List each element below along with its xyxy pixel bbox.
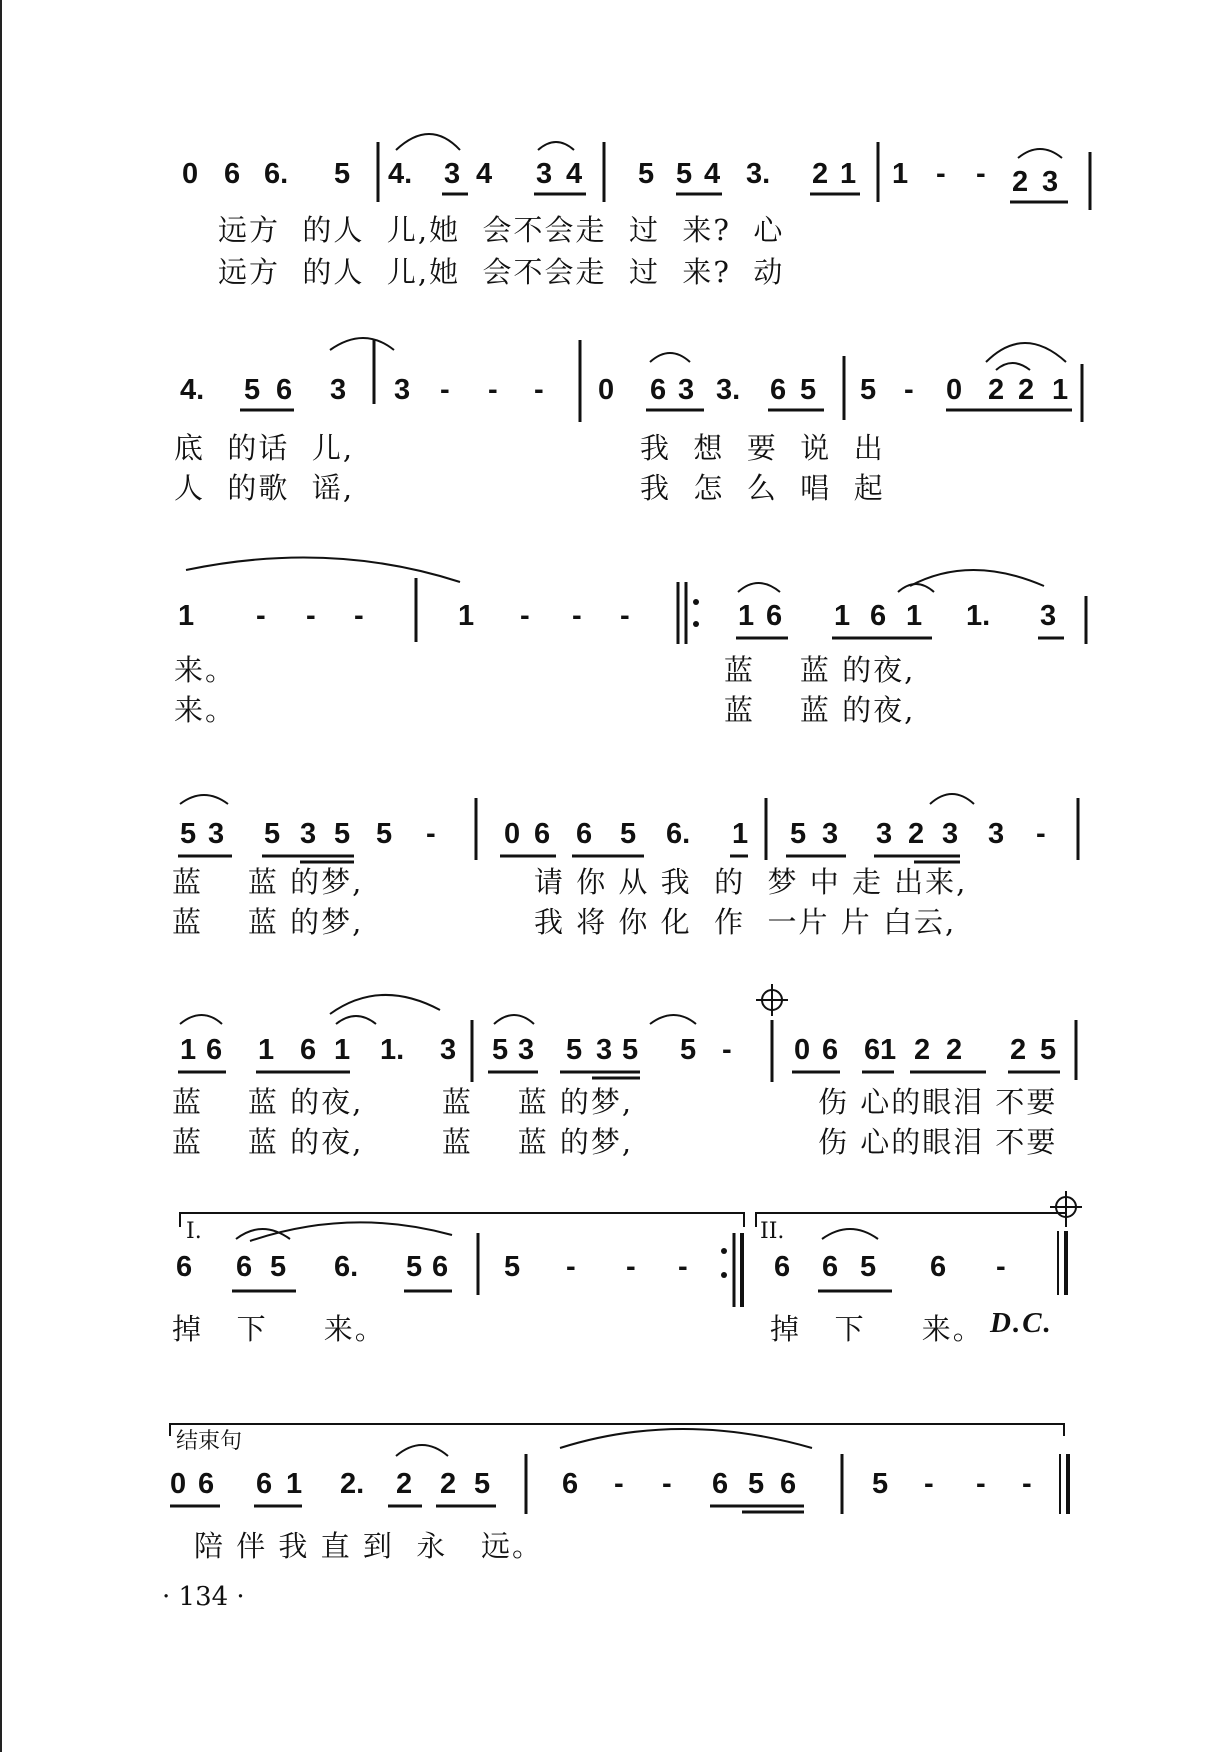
note: 6: [774, 1251, 791, 1283]
note: 1: [834, 600, 851, 632]
lyrics-verse-2: 来。 蓝 蓝 的夜,: [174, 693, 916, 727]
note: 3: [822, 818, 839, 850]
page-number: · 134 ·: [162, 1582, 245, 1612]
note: -: [1022, 1468, 1032, 1500]
note: 5: [790, 818, 807, 850]
lyrics-verse-2: 蓝 蓝 的夜, 蓝 蓝 的梦, 伤 心的眼泪 不要: [172, 1125, 1058, 1159]
note: 3: [876, 818, 893, 850]
note: 6: [766, 600, 783, 632]
note: 6: [870, 600, 887, 632]
note: 5: [264, 818, 281, 850]
lyrics-verse-1: 来。 蓝 蓝 的夜,: [174, 653, 916, 687]
note: 2: [1012, 166, 1029, 198]
note: 6: [176, 1251, 193, 1283]
dc-marking: D.C.: [990, 1307, 1053, 1339]
ending-label: 结束句: [176, 1429, 243, 1454]
lyrics-verse-1: 掉 下 来。 掉 下 来。 D.C.: [172, 1307, 1053, 1346]
note: 5: [334, 818, 351, 850]
note: 1: [892, 158, 909, 190]
note: -: [678, 1251, 688, 1283]
note: 2: [396, 1468, 413, 1500]
note: 5: [334, 158, 351, 190]
note: 5: [376, 818, 393, 850]
note: -: [722, 1034, 732, 1066]
notes-row: [0, 1470, 1226, 1530]
lyrics-verse-1: 陪 伴 我 直 到 永 远。: [194, 1529, 543, 1563]
note: -: [924, 1468, 934, 1500]
note: 1: [738, 600, 755, 632]
note: 1: [258, 1034, 275, 1066]
staff-system-7: [0, 1410, 1226, 1563]
note: 3: [596, 1034, 613, 1066]
note: -: [426, 818, 436, 850]
note: 2: [440, 1468, 457, 1500]
note: 2.: [340, 1468, 365, 1500]
note: 6.: [264, 158, 289, 190]
note: 0: [182, 158, 199, 190]
volta-2-label: II.: [760, 1219, 785, 1244]
note: 3: [988, 818, 1005, 850]
note: -: [566, 1251, 576, 1283]
note: 1: [458, 600, 475, 632]
note: 5: [566, 1034, 583, 1066]
note: 2: [1010, 1034, 1027, 1066]
note: 6: [650, 374, 667, 406]
note: 5: [860, 1251, 877, 1283]
note: 0: [794, 1034, 811, 1066]
note: 2: [908, 818, 925, 850]
note: 1: [180, 1034, 197, 1066]
note: 6: [712, 1468, 729, 1500]
note: 4: [566, 158, 583, 190]
note: 0: [504, 818, 521, 850]
note: 6: [576, 818, 593, 850]
note: 6: [770, 374, 787, 406]
note: 3: [536, 158, 553, 190]
note: -: [626, 1251, 636, 1283]
note: 6: [780, 1468, 797, 1500]
notes-row: [0, 1253, 1226, 1313]
note: 0: [946, 374, 963, 406]
note: 5: [474, 1468, 491, 1500]
note: 3: [208, 818, 225, 850]
lyrics-verse-2: 蓝 蓝 的梦, 我 将 你 化 作 一片 片 白云,: [172, 905, 957, 939]
note: 3: [440, 1034, 457, 1066]
note: -: [936, 158, 946, 190]
note: 5: [622, 1034, 639, 1066]
note: 6: [432, 1251, 449, 1283]
note: 3: [1040, 600, 1057, 632]
note: 1: [880, 1034, 897, 1066]
note: 1: [286, 1468, 303, 1500]
note: 5: [270, 1251, 287, 1283]
note: 5: [676, 158, 693, 190]
note: 2: [812, 158, 829, 190]
note: 6: [276, 374, 293, 406]
note: 5: [680, 1034, 697, 1066]
note: -: [520, 600, 530, 632]
note: 3: [394, 374, 411, 406]
note: 6: [534, 818, 551, 850]
note: -: [976, 158, 986, 190]
note: -: [256, 600, 266, 632]
note: 6: [864, 1034, 881, 1066]
note: 5: [638, 158, 655, 190]
note: 5: [406, 1251, 423, 1283]
note: 5: [620, 818, 637, 850]
note: 5: [872, 1468, 889, 1500]
note: 6: [562, 1468, 579, 1500]
note: 4.: [180, 374, 205, 406]
lyrics-verse-2: 远方 的人 儿,她 会不会走 过 来? 动: [218, 255, 785, 289]
note: 2: [946, 1034, 963, 1066]
note: 4: [476, 158, 493, 190]
note: 6: [256, 1468, 273, 1500]
note: 1: [906, 600, 923, 632]
note: -: [354, 600, 364, 632]
note: 3: [1042, 166, 1059, 198]
note: 6: [198, 1468, 215, 1500]
note: 6: [822, 1251, 839, 1283]
note: 6: [236, 1251, 253, 1283]
note: -: [976, 1468, 986, 1500]
note: 3.: [746, 158, 771, 190]
note: -: [1036, 818, 1046, 850]
note: 1: [334, 1034, 351, 1066]
note: 3: [330, 374, 347, 406]
note: 6: [930, 1251, 947, 1283]
note: 5: [492, 1034, 509, 1066]
lyrics-verse-1: 蓝 蓝 的夜, 蓝 蓝 的梦, 伤 心的眼泪 不要: [172, 1085, 1058, 1119]
note: -: [534, 374, 544, 406]
note: 5: [1040, 1034, 1057, 1066]
note: 1: [1052, 374, 1069, 406]
note: 0: [170, 1468, 187, 1500]
note: 3: [678, 374, 695, 406]
volta-1-label: I.: [186, 1219, 202, 1244]
note: 3.: [716, 374, 741, 406]
note: 5: [748, 1468, 765, 1500]
note: 5: [244, 374, 261, 406]
note: -: [996, 1251, 1006, 1283]
lyrics-verse-1: 远方 的人 儿,她 会不会走 过 来? 心: [218, 213, 785, 247]
lyrics-verse-1: 底 的话 儿, 我 想 要 说 出: [174, 431, 885, 465]
note: -: [662, 1468, 672, 1500]
staff-system-6: [0, 1195, 1226, 1375]
note: 1: [840, 158, 857, 190]
note: 0: [598, 374, 615, 406]
note: 3: [444, 158, 461, 190]
note: 2: [988, 374, 1005, 406]
note: -: [904, 374, 914, 406]
lyrics-verse-2: 人 的歌 谣, 我 怎 么 唱 起: [174, 471, 885, 505]
staff-system-2: [0, 330, 1226, 505]
note: 1: [732, 818, 749, 850]
note: 5: [180, 818, 197, 850]
note: -: [620, 600, 630, 632]
note: -: [614, 1468, 624, 1500]
note: 6.: [334, 1251, 359, 1283]
staff-system-3: [0, 560, 1226, 727]
note: 6: [300, 1034, 317, 1066]
note: 1.: [966, 600, 991, 632]
note: 6: [224, 158, 241, 190]
note: 1.: [380, 1034, 405, 1066]
note: 5: [800, 374, 817, 406]
note: -: [572, 600, 582, 632]
note: 5: [504, 1251, 521, 1283]
staff-system-4: [0, 760, 1226, 939]
staff-system-5: [0, 980, 1226, 1159]
note: 6.: [666, 818, 691, 850]
note: 5: [860, 374, 877, 406]
note: 4.: [388, 158, 413, 190]
note: 3: [300, 818, 317, 850]
note: -: [488, 374, 498, 406]
note: 2: [1018, 374, 1035, 406]
note: 3: [942, 818, 959, 850]
note: -: [306, 600, 316, 632]
note: 3: [518, 1034, 535, 1066]
note: 6: [822, 1034, 839, 1066]
note: -: [440, 374, 450, 406]
note: 1: [178, 600, 195, 632]
note: 6: [206, 1034, 223, 1066]
note: 2: [914, 1034, 931, 1066]
staff-system-1: [0, 120, 1226, 289]
lyrics-verse-1: 蓝 蓝 的梦, 请 你 从 我 的 梦 中 走 出来,: [172, 865, 968, 899]
note: 4: [704, 158, 721, 190]
